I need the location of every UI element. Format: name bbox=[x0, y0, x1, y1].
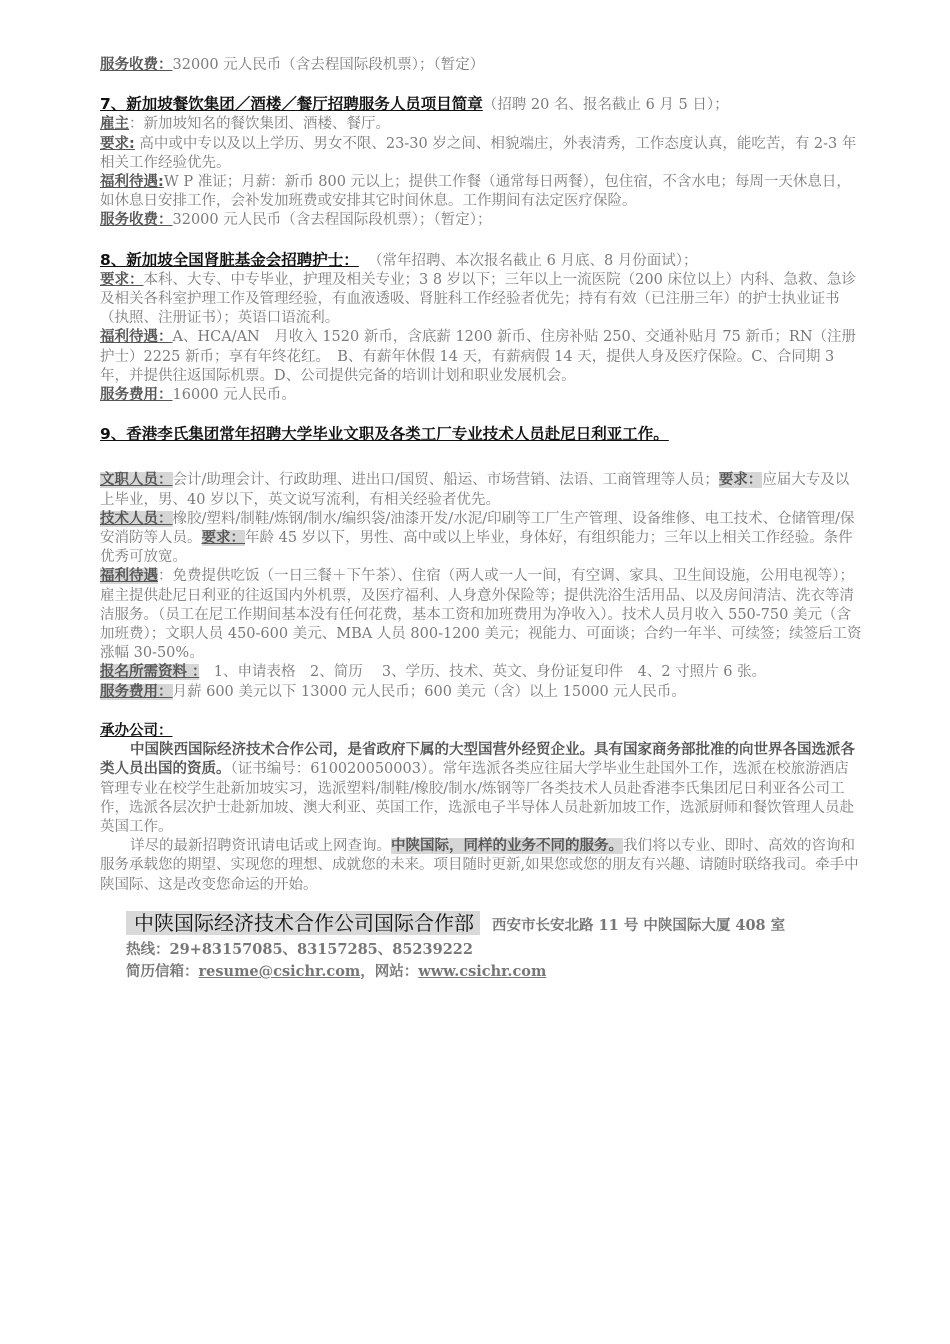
sec9-tech-req-text: 年龄 45 岁以下，男性、高中或以上毕业，身体好，有组织能力；三年以上相关工作经验。条件优秀可放宽。 bbox=[100, 530, 853, 566]
company-contact-paragraph bbox=[100, 837, 862, 895]
sec9-clerk-text: 会计/助理会计、行政助理、进出口/国贸、船运、市场营销、法语、工商管理等人员； bbox=[172, 472, 719, 489]
sec7-title-line bbox=[100, 95, 862, 115]
sec9-clerk-label: 文职人员： bbox=[100, 472, 173, 489]
sec6-fee-text: 32000 元人民币（含去程国际段机票）；（暂定） bbox=[172, 57, 485, 73]
footer-email-line bbox=[126, 961, 886, 983]
sec9-docs-label: 报名所需资料 ： bbox=[100, 664, 200, 681]
sec7-req-label: 要求: bbox=[100, 135, 135, 152]
sec7-title-note: （招聘 20 名、报名截止 6 月 5 日）； bbox=[482, 97, 729, 114]
footer-website-link[interactable]: www.csichr.com bbox=[418, 963, 547, 980]
footer-website-prefix: ，网站： bbox=[360, 963, 419, 980]
document-body bbox=[100, 56, 862, 895]
sec8-title-note: （常年招聘、本次报名截止 6 月底、8 月份面试）； bbox=[368, 252, 698, 269]
footer-company-line bbox=[126, 912, 886, 937]
company-intro bbox=[100, 741, 862, 837]
sec8-fee-line bbox=[100, 386, 862, 405]
sec9-fee-text: 月薪 600 美元以下 13000 元人民币；600 美元（含）以上 15000 元人民币。 bbox=[172, 683, 686, 700]
footer-company-name: 中陕国际经济技术合作公司国际合作部 bbox=[126, 911, 480, 935]
company-p2-rest: 我们将以专业、即时、高效的咨询和服务承载您的期望、实现您的理想、成就您的未来。项目随时更新,如果您或您的朋友有兴趣、请随时联络我司。牵手中陕国际、这是改变您命运的开始。 bbox=[100, 838, 859, 893]
sec7-benefits bbox=[100, 173, 862, 211]
company-slogan: 中陕国际，同样的业务不同的服务。 bbox=[391, 838, 623, 855]
sec8-benefits bbox=[100, 328, 862, 386]
sec8-title: 8、新加坡全国肾脏基金会招聘护士： bbox=[100, 250, 359, 269]
company-p2-text: 详尽的最新招聘资讯请电话或上网查询。 bbox=[130, 838, 391, 855]
footer bbox=[126, 912, 886, 983]
sec8-fee-label: 服务费用： bbox=[100, 387, 173, 404]
sec7-benefit-text: W P 准证；月薪：新币 800 元以上；提供工作餐（通常每日两餐），包住宿，不含水电；每周一天休息日，如休息日安排工作，会补发加班费或安排其它时间休息。工作期间有法定医疗保险。 bbox=[100, 174, 851, 210]
sec8-fee-text: 16000 元人民币。 bbox=[172, 387, 296, 404]
sec9-docs-text: 1、申请表格 2、简历 3、学历、技术、英文、身份证复印件 4、2 寸照片 6 张。 bbox=[199, 664, 767, 681]
sec8-title-line bbox=[100, 251, 862, 271]
sec8-benefit-label: 福利待遇： bbox=[100, 329, 173, 346]
sec9-title: 9、香港李氏集团常年招聘大学毕业文职及各类工厂专业技术人员赴尼日利亚工作。 bbox=[100, 425, 669, 444]
sec8-benefit-text: A、HCA/AN 月收入 1520 新币，含底薪 1200 新币、住房补贴 250、交通补贴月 75 新币；RN（注册护士）2225 新币；享有年终花红。 B、有薪年休假 14 天，有薪病假 14 天，提供人身及医疗保险。C、合同期 3 年，并提供往返国际机票。D、公司提供完备的培训计划和职业发展机会。 bbox=[100, 329, 857, 384]
company-intro-bold: 中国陕西国际经济技术合作公司，是省政府下属的大型国营外经贸企业。具有国家商务部批准的向世界各国选派各类人员出国的资质。 bbox=[100, 742, 855, 778]
sec9-clerk-req-text: 应届大专及以上毕业，男、40 岁以下，英文说写流利，有相关经验者优先。 bbox=[100, 472, 850, 508]
sec9-clerk bbox=[100, 471, 862, 509]
footer-email-prefix: 简历信箱： bbox=[126, 963, 199, 980]
sec7-benefit-label: 福利待遇: bbox=[100, 174, 164, 191]
sec7-title: 7、新加坡餐饮集团／酒楼／餐厅招聘服务人员项目简章 bbox=[100, 95, 483, 114]
sec9-benefits bbox=[100, 567, 862, 663]
sec9-tech bbox=[100, 510, 862, 568]
footer-address: 西安市长安北路 11 号 中陕国际大厦 408 室 bbox=[492, 917, 786, 934]
sec9-docs bbox=[100, 663, 862, 682]
sec6-fee-line bbox=[100, 56, 862, 75]
sec9-benefit-text: ：免费提供吃饭（一日三餐＋下午茶）、住宿（两人或一人一间，有空调、家具、卫生间设施，公用电视等）；雇主提供赴尼日利亚的往返国内外机票，及医疗福利、人身意外保险等；提供洗浴生活用品、以及房间清洁、洗衣等清洁服务。（员工在尼工作期间基本没有任何花费，基本工资和加班费用为净收入）。技术人员月收入 550-750 美元（含加班费）；文职人员 450-600 美元、MBA 人员 800-1200 美元；视能力、可面谈；合约一年半、可续签；续签后工资涨幅 30-50%。 bbox=[100, 568, 862, 662]
sec9-benefit-label: 福利待遇 bbox=[100, 568, 158, 585]
sec6-fee-label: 服务收费： bbox=[100, 57, 173, 73]
company-label-line bbox=[100, 722, 862, 741]
sec9-title-line bbox=[100, 425, 862, 445]
sec8-req-text: 本科、大专、中专毕业，护理及相关专业；3 8 岁以下；三年以上一流医院（200 床位以上）内科、急救、急诊及相关各科室护理工作及管理经验，有血液透吸、肾脏科工作经验者优先；持有有效（已注册三年）的护士执业证书（执照、注册证书）；英语口语流利。 bbox=[100, 271, 856, 327]
sec9-fee-line bbox=[100, 683, 862, 702]
sec9-clerk-req-label: 要求： bbox=[718, 472, 763, 489]
sec7-req-text: 高中或中专以及以上学历、男女不限、23-30 岁之间、相貌端庄，外表清秀，工作态度认真，能吃苦，有 2-3 年相关工作经验优先。 bbox=[100, 135, 857, 171]
sec7-fee-line bbox=[100, 211, 862, 230]
sec7-employer-label: 雇主 bbox=[100, 116, 129, 133]
sec7-fee-label: 服务收费： bbox=[100, 212, 173, 229]
sec9-tech-text: 橡胶/塑料/制鞋/炼钢/制水/编织袋/油漆开发/水泥/印刷等工厂生产管理、设备维修、电工技术、仓储管理/保安消防等人员。 bbox=[100, 510, 855, 547]
footer-email-link[interactable]: resume@csichr.com bbox=[198, 963, 361, 980]
footer-hotline: 热线：29+83157085、83157285、85239222 bbox=[126, 941, 473, 958]
sec9-tech-req-label: 要求： bbox=[201, 530, 245, 547]
sec7-requirements bbox=[100, 135, 862, 173]
sec7-employer-text: ：新加坡知名的餐饮集团、酒楼、餐厅。 bbox=[129, 116, 390, 133]
sec7-employer-line bbox=[100, 115, 862, 134]
company-intro-text: （证书编号：610020050003）。常年选派各类应往届大学毕业生赴国外工作，选派在校旅游酒店管理专业在校学生赴新加坡实习，选派塑料/制鞋/橡胶/制水/炼钢等厂各类技术人员赴香港李氏集团尼日利亚各公司工作，选派各层次护士赴新加坡、澳大利亚、英国工作，选派电子半导体人员赴新加坡工作，选派厨师和餐饮管理人员赴英国工作。 bbox=[100, 761, 854, 835]
sec7-fee-text: 32000 元人民币（含去程国际段机票）；（暂定）； bbox=[172, 212, 492, 229]
company-label: 承办公司： bbox=[100, 722, 173, 739]
sec9-fee-label: 服务费用： bbox=[100, 683, 173, 700]
sec8-requirements bbox=[100, 271, 862, 329]
sec8-req-label: 要求： bbox=[100, 271, 144, 288]
sec9-tech-label: 技术人员： bbox=[100, 510, 173, 527]
